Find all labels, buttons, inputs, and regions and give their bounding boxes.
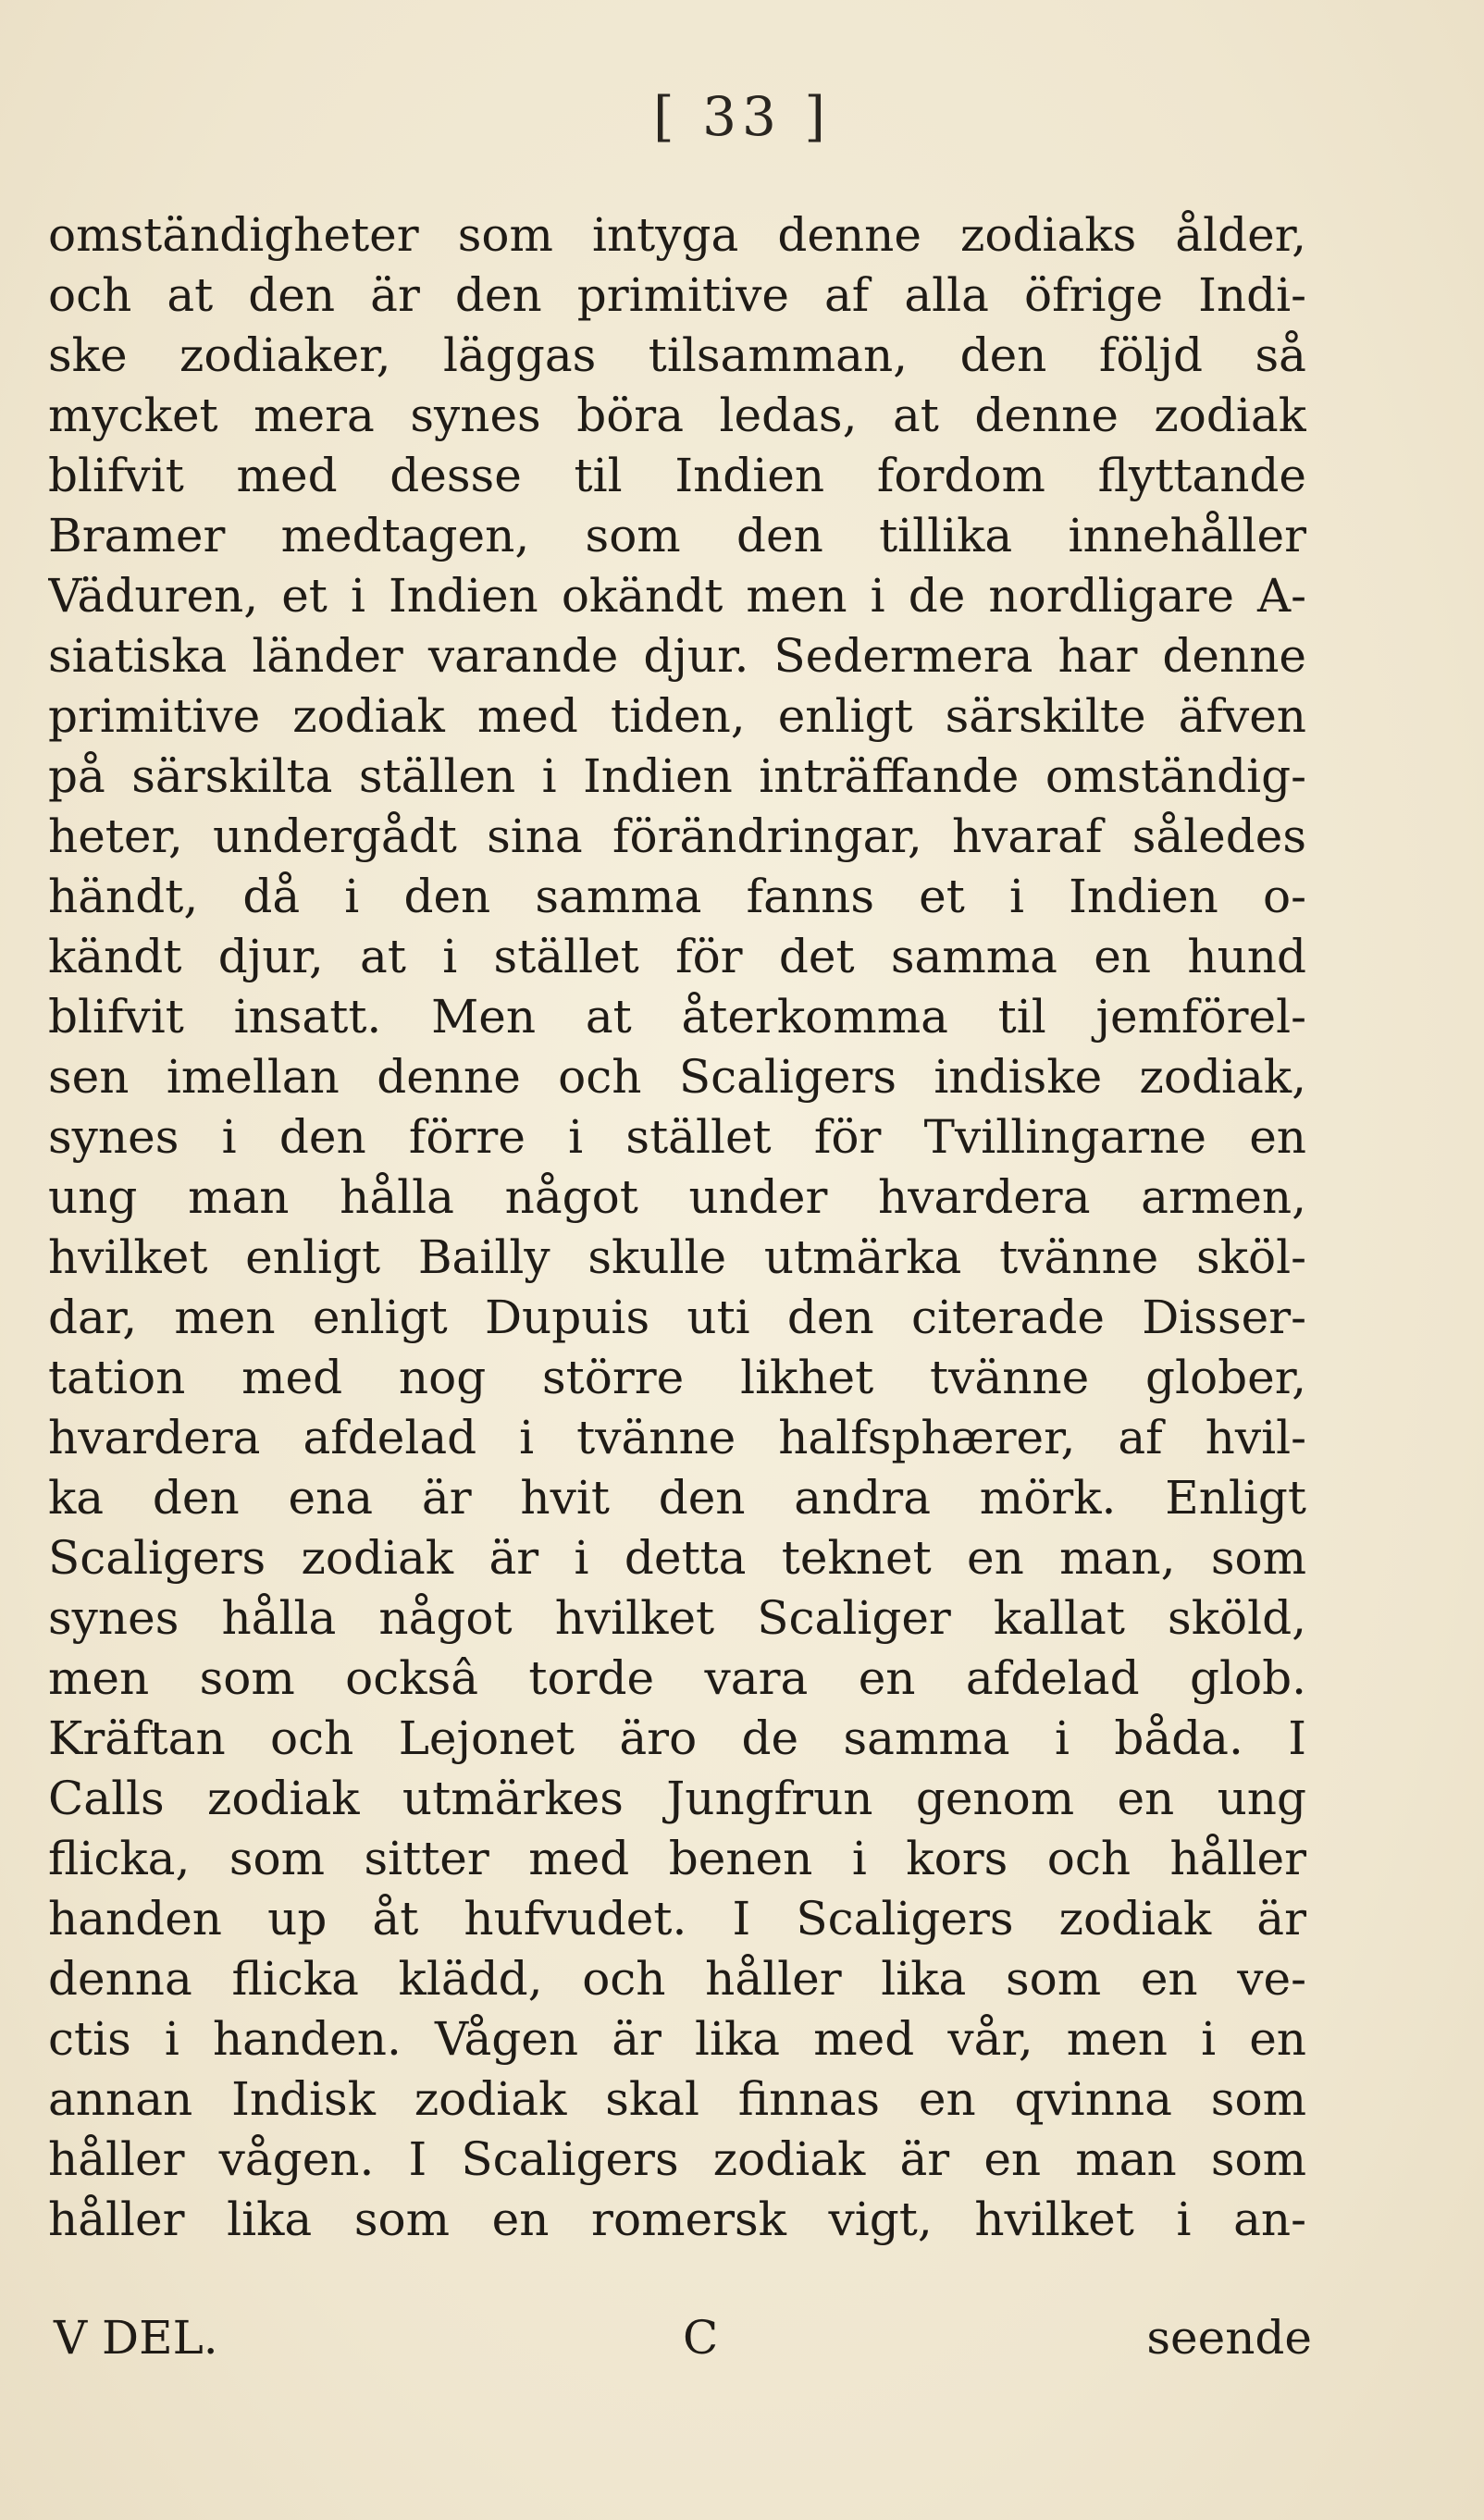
text-line: hvardera afdelad i tvänne halfsphærer, af hvil- [48, 1411, 1306, 1464]
text-line: denna flicka klädd, och håller lika som en ve- [48, 1952, 1306, 2006]
page-number: [ 33 ] [653, 85, 831, 148]
text-line: blifvit med desse til Indien fordom flyttande [48, 449, 1306, 502]
text-line: primitive zodiak med tiden, enligt särskilte äfven [48, 689, 1306, 743]
text-line: tation med nog större likhet tvänne glober, [48, 1351, 1306, 1404]
text-line: håller lika som en romersk vigt, hvilket i an- [48, 2193, 1306, 2246]
text-line: ctis i handen. Vågen är lika med vår, men i en [48, 2012, 1306, 2066]
text-line: Bramer medtagen, som den tillika innehåller [48, 509, 1306, 562]
text-line: men som ocksâ torde vara en afdelad glob. [48, 1651, 1306, 1705]
text-line: siatiska länder varande djur. Sedermera har denne [48, 629, 1306, 683]
text-line: dar, men enligt Dupuis uti den citerade Disser- [48, 1291, 1306, 1344]
text-line: händt, då i den samma fanns et i Indien o- [48, 870, 1306, 923]
text-line: synes i den förre i stället för Tvillingarne en [48, 1110, 1306, 1164]
text-line: ung man hålla något under hvardera armen, [48, 1170, 1306, 1224]
text-line: på särskilta ställen i Indien inträffande omständig- [48, 749, 1306, 803]
text-line: kändt djur, at i stället för det samma en hund [48, 930, 1306, 983]
text-line: sen imellan denne och Scaligers indiske zodiak, [48, 1050, 1306, 1104]
text-line: omständigheter som intyga denne zodiaks ålder, [48, 208, 1306, 262]
text-line: och at den är den primitive af alla öfrige Indi- [48, 268, 1306, 322]
text-line: håller vågen. I Scaligers zodiak är en man som [48, 2132, 1306, 2186]
text-line: ske zodiaker, läggas tilsamman, den följd så [48, 328, 1306, 382]
text-line: hvilket enligt Bailly skulle utmärka tvänne sköl- [48, 1230, 1306, 1284]
volume-signature: V DEL. [54, 2311, 218, 2365]
text-line: Väduren, et i Indien okändt men i de nordligare A- [48, 569, 1306, 623]
text-line: heter, undergådt sina förändringar, hvaraf således [48, 809, 1306, 863]
page-footer [54, 2305, 1312, 2370]
text-line: flicka, som sitter med benen i kors och håller [48, 1832, 1306, 1885]
catchword: seende [1146, 2311, 1312, 2365]
text-line: blifvit insatt. Men at återkomma til jemförel- [48, 990, 1306, 1044]
body-text [48, 205, 1306, 2250]
text-line: synes hålla något hvilket Scaliger kallat sköld, [48, 1591, 1306, 1645]
text-line: ka den ena är hvit den andra mörk. Enligt [48, 1471, 1306, 1525]
text-line: Calls zodiak utmärkes Jungfrun genom en ung [48, 1772, 1306, 1825]
text-line: annan Indisk zodiak skal finnas en qvinna som [48, 2072, 1306, 2126]
text-line: Scaligers zodiak är i detta teknet en man, som [48, 1531, 1306, 1585]
signature-mark: C [683, 2311, 719, 2365]
text-line: Kräftan och Lejonet äro de samma i båda. I [48, 1711, 1306, 1765]
text-line: mycket mera synes böra ledas, at denne zodiak [48, 389, 1306, 442]
text-line: handen up åt hufvudet. I Scaligers zodiak är [48, 1892, 1306, 1946]
